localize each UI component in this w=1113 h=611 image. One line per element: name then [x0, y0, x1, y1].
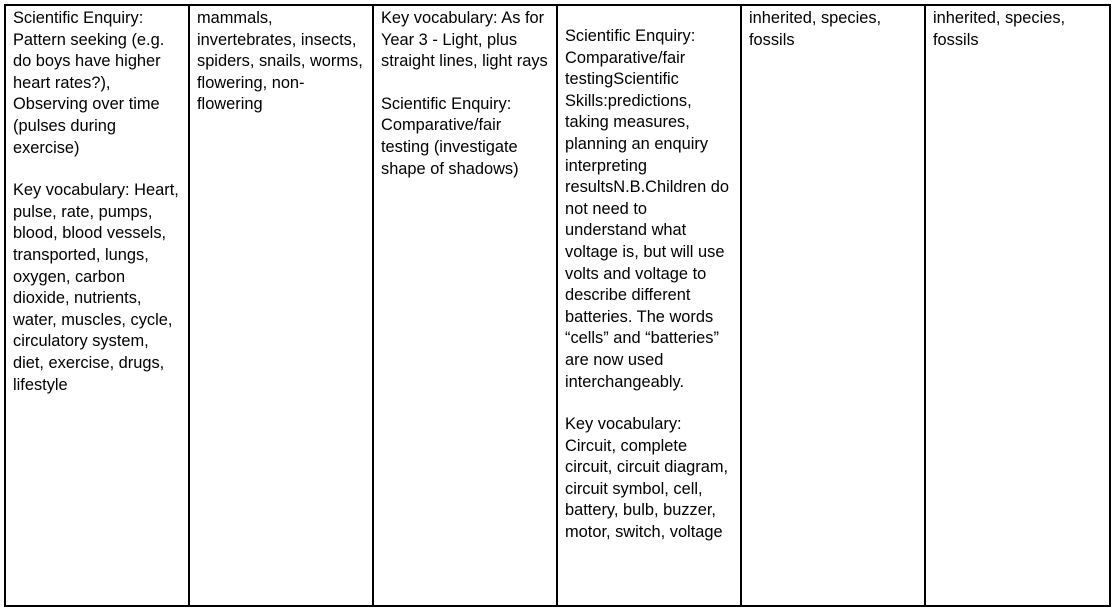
- cell-living-things: [189, 5, 373, 606]
- cell-text-enquiry: Scientific Enquiry: Comparative/fair testingScientific Skills:predictions, taking measures, planning an enquiry interpreting resultsN.B.Children do not need to understand what voltage is, but will use volts and voltage to describe different batteries. The words “cells” and “batteries” are now used interchangeably.: [565, 27, 729, 391]
- cell-evolution-b: [925, 5, 1110, 606]
- cell-text-vocabulary: Key vocabulary: As for Year 3 - Light, plus straight lines, light rays: [381, 9, 548, 71]
- cell-electricity: [557, 5, 741, 606]
- cell-text-vocabulary: Key vocabulary: Heart, pulse, rate, pumps, blood, blood vessels, transported, lungs, oxygen, carbon dioxide, nutrients, water, muscles, cycle, circulatory system, diet, exercise, drugs, lifestyle: [13, 181, 179, 394]
- curriculum-table: [4, 4, 1111, 607]
- cell-text-vocabulary: Key vocabulary: Circuit, complete circuit, circuit diagram, circuit symbol, cell, battery, bulb, buzzer, motor, switch, voltage: [565, 415, 729, 542]
- cell-text-enquiry: Scientific Enquiry: Pattern seeking (e.g. do boys have higher heart rates?), Observing over time (pulses during exercise): [13, 9, 165, 157]
- cell-animals-including-humans: [5, 5, 189, 606]
- cell-evolution-a: [741, 5, 925, 606]
- cell-light: [373, 5, 557, 606]
- cell-text-vocabulary: inherited, species, fossils: [933, 9, 1066, 49]
- cell-text-enquiry: Scientific Enquiry: Comparative/fair testing (investigate shape of shadows): [381, 94, 519, 178]
- table-row: [5, 5, 1110, 606]
- cell-text-vocabulary: inherited, species, fossils: [749, 9, 882, 49]
- cell-text-vocabulary: mammals, invertebrates, insects, spiders, snails, worms, flowering, non-flowering: [197, 9, 363, 114]
